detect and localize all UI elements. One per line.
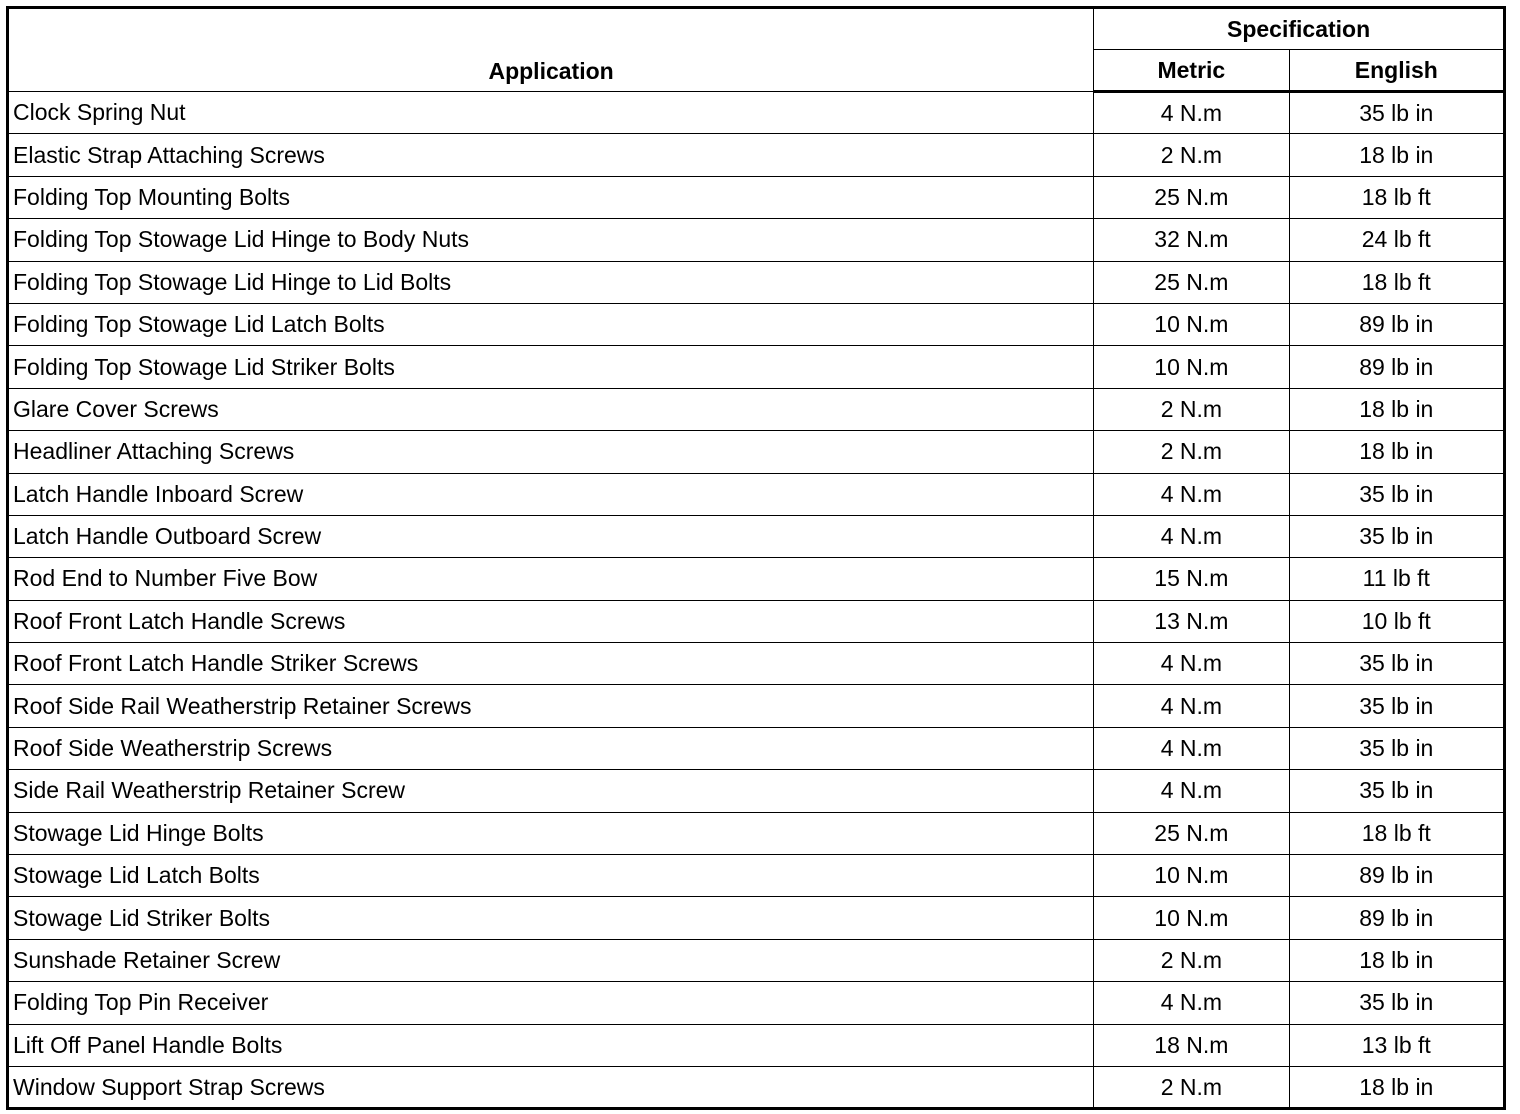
english-value-cell: 10 lb ft bbox=[1289, 600, 1504, 642]
application-cell: Side Rail Weatherstrip Retainer Screw bbox=[8, 770, 1094, 812]
table-row bbox=[8, 473, 1505, 515]
application-cell: Lift Off Panel Handle Bolts bbox=[8, 1024, 1094, 1066]
application-cell: Folding Top Mounting Bolts bbox=[8, 176, 1094, 218]
metric-value-cell: 4 N.m bbox=[1094, 770, 1289, 812]
english-value-cell: 89 lb in bbox=[1289, 346, 1504, 388]
table-row bbox=[8, 388, 1505, 430]
application-cell: Latch Handle Inboard Screw bbox=[8, 473, 1094, 515]
english-value-cell: 35 lb in bbox=[1289, 515, 1504, 557]
application-cell: Folding Top Stowage Lid Hinge to Body Nuts bbox=[8, 219, 1094, 261]
metric-value-cell: 25 N.m bbox=[1094, 261, 1289, 303]
application-cell: Headliner Attaching Screws bbox=[8, 431, 1094, 473]
metric-value-cell: 15 N.m bbox=[1094, 558, 1289, 600]
torque-specification-table bbox=[6, 6, 1506, 1110]
table-row bbox=[8, 727, 1505, 769]
table-row bbox=[8, 431, 1505, 473]
metric-value-cell: 4 N.m bbox=[1094, 727, 1289, 769]
application-cell: Sunshade Retainer Screw bbox=[8, 939, 1094, 981]
table-row bbox=[8, 643, 1505, 685]
english-value-cell: 35 lb in bbox=[1289, 770, 1504, 812]
application-cell: Roof Front Latch Handle Screws bbox=[8, 600, 1094, 642]
metric-value-cell: 2 N.m bbox=[1094, 388, 1289, 430]
table-row bbox=[8, 219, 1505, 261]
table-row bbox=[8, 982, 1505, 1024]
english-value-cell: 89 lb in bbox=[1289, 303, 1504, 345]
table-row bbox=[8, 515, 1505, 557]
metric-value-cell: 4 N.m bbox=[1094, 473, 1289, 515]
english-value-cell: 18 lb in bbox=[1289, 431, 1504, 473]
metric-value-cell: 13 N.m bbox=[1094, 600, 1289, 642]
metric-column-header: Metric bbox=[1094, 50, 1289, 92]
application-cell: Folding Top Stowage Lid Hinge to Lid Bolts bbox=[8, 261, 1094, 303]
metric-value-cell: 2 N.m bbox=[1094, 939, 1289, 981]
metric-value-cell: 25 N.m bbox=[1094, 812, 1289, 854]
english-value-cell: 35 lb in bbox=[1289, 685, 1504, 727]
english-value-cell: 24 lb ft bbox=[1289, 219, 1504, 261]
application-cell: Window Support Strap Screws bbox=[8, 1066, 1094, 1108]
metric-value-cell: 2 N.m bbox=[1094, 134, 1289, 176]
metric-value-cell: 2 N.m bbox=[1094, 1066, 1289, 1108]
metric-value-cell: 4 N.m bbox=[1094, 685, 1289, 727]
application-cell: Stowage Lid Striker Bolts bbox=[8, 897, 1094, 939]
table-row bbox=[8, 134, 1505, 176]
metric-value-cell: 4 N.m bbox=[1094, 515, 1289, 557]
table-row bbox=[8, 92, 1505, 134]
table-row bbox=[8, 558, 1505, 600]
english-column-header: English bbox=[1289, 50, 1504, 92]
english-value-cell: 35 lb in bbox=[1289, 982, 1504, 1024]
application-cell: Glare Cover Screws bbox=[8, 388, 1094, 430]
metric-value-cell: 4 N.m bbox=[1094, 643, 1289, 685]
table-row bbox=[8, 897, 1505, 939]
english-value-cell: 18 lb ft bbox=[1289, 812, 1504, 854]
application-cell: Stowage Lid Latch Bolts bbox=[8, 855, 1094, 897]
english-value-cell: 11 lb ft bbox=[1289, 558, 1504, 600]
application-column-header: Application bbox=[8, 8, 1094, 92]
english-value-cell: 35 lb in bbox=[1289, 643, 1504, 685]
application-cell: Roof Front Latch Handle Striker Screws bbox=[8, 643, 1094, 685]
english-value-cell: 13 lb ft bbox=[1289, 1024, 1504, 1066]
table-row bbox=[8, 770, 1505, 812]
application-cell: Stowage Lid Hinge Bolts bbox=[8, 812, 1094, 854]
table-row bbox=[8, 685, 1505, 727]
english-value-cell: 18 lb ft bbox=[1289, 261, 1504, 303]
table-row bbox=[8, 812, 1505, 854]
table-header-row bbox=[8, 8, 1505, 50]
application-cell: Folding Top Stowage Lid Latch Bolts bbox=[8, 303, 1094, 345]
english-value-cell: 89 lb in bbox=[1289, 897, 1504, 939]
english-value-cell: 18 lb in bbox=[1289, 134, 1504, 176]
english-value-cell: 35 lb in bbox=[1289, 92, 1504, 134]
application-cell: Latch Handle Outboard Screw bbox=[8, 515, 1094, 557]
english-value-cell: 35 lb in bbox=[1289, 727, 1504, 769]
application-cell: Roof Side Rail Weatherstrip Retainer Screws bbox=[8, 685, 1094, 727]
table-row bbox=[8, 939, 1505, 981]
application-cell: Clock Spring Nut bbox=[8, 92, 1094, 134]
application-cell: Rod End to Number Five Bow bbox=[8, 558, 1094, 600]
application-cell: Folding Top Pin Receiver bbox=[8, 982, 1094, 1024]
metric-value-cell: 10 N.m bbox=[1094, 346, 1289, 388]
table-row bbox=[8, 346, 1505, 388]
table-body bbox=[8, 92, 1505, 1109]
metric-value-cell: 2 N.m bbox=[1094, 431, 1289, 473]
metric-value-cell: 18 N.m bbox=[1094, 1024, 1289, 1066]
english-value-cell: 18 lb in bbox=[1289, 388, 1504, 430]
table-row bbox=[8, 261, 1505, 303]
table-row bbox=[8, 303, 1505, 345]
table-row bbox=[8, 855, 1505, 897]
metric-value-cell: 4 N.m bbox=[1094, 982, 1289, 1024]
english-value-cell: 18 lb ft bbox=[1289, 176, 1504, 218]
english-value-cell: 35 lb in bbox=[1289, 473, 1504, 515]
application-cell: Roof Side Weatherstrip Screws bbox=[8, 727, 1094, 769]
metric-value-cell: 10 N.m bbox=[1094, 855, 1289, 897]
table-row bbox=[8, 600, 1505, 642]
application-cell: Folding Top Stowage Lid Striker Bolts bbox=[8, 346, 1094, 388]
table-row bbox=[8, 1066, 1505, 1108]
application-cell: Elastic Strap Attaching Screws bbox=[8, 134, 1094, 176]
english-value-cell: 89 lb in bbox=[1289, 855, 1504, 897]
metric-value-cell: 10 N.m bbox=[1094, 897, 1289, 939]
metric-value-cell: 4 N.m bbox=[1094, 92, 1289, 134]
english-value-cell: 18 lb in bbox=[1289, 939, 1504, 981]
table-row bbox=[8, 176, 1505, 218]
english-value-cell: 18 lb in bbox=[1289, 1066, 1504, 1108]
metric-value-cell: 32 N.m bbox=[1094, 219, 1289, 261]
specification-column-header: Specification bbox=[1094, 8, 1505, 50]
table-row bbox=[8, 1024, 1505, 1066]
metric-value-cell: 25 N.m bbox=[1094, 176, 1289, 218]
metric-value-cell: 10 N.m bbox=[1094, 303, 1289, 345]
